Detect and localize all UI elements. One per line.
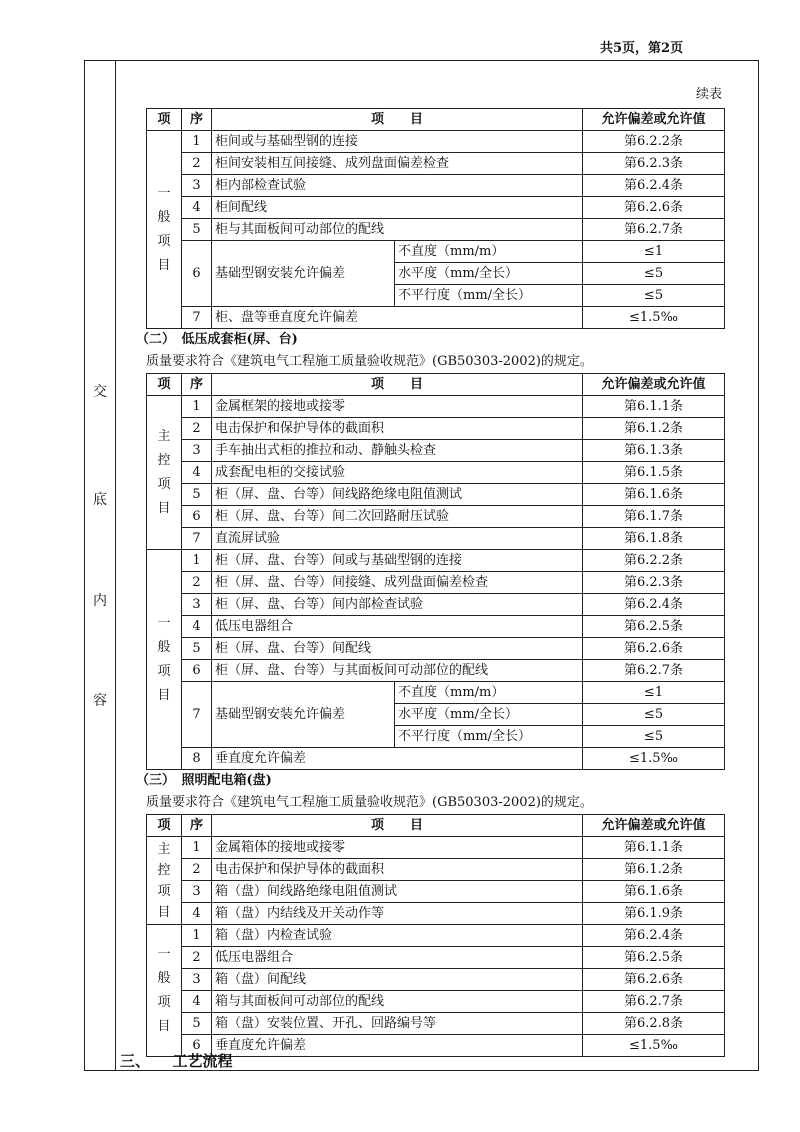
table-row [147,638,725,660]
table-row [147,484,725,506]
row-item: 箱（盘）间线路绝缘电阻值测试 [212,881,583,903]
header-category: 项 [147,109,182,131]
table-header-row [147,109,725,131]
row-item: 柜（屏、盘、台等）与其面板间可动部位的配线 [212,660,583,682]
table-row [147,506,725,528]
row-value: ≤1 [583,241,725,263]
row-number: 3 [182,969,212,991]
sub-item: 水平度（mm/全长） [395,704,583,726]
row-item: 柜（屏、盘、台等）间二次回路耐压试验 [212,506,583,528]
row-item: 柜（屏、盘、台等）间内部检查试验 [212,594,583,616]
row-item: 箱（盘）内结线及开关动作等 [212,903,583,925]
table-row [147,1035,725,1057]
row-number: 3 [182,440,212,462]
table-row [147,881,725,903]
row-number: 4 [182,903,212,925]
row-item: 箱与其面板间可动部位的配线 [212,991,583,1013]
row-value: 第6.2.7条 [583,660,725,682]
header-value: 允许偏差或允许值 [583,109,725,131]
table-header-row [147,815,725,837]
row-item: 柜、盘等垂直度允许偏差 [212,307,583,329]
row-number: 5 [182,638,212,660]
row-value: 第6.1.1条 [583,396,725,418]
row-value: ≤5 [583,726,725,748]
row-item: 柜与其面板间可动部位的配线 [212,219,583,241]
row-value: 第6.2.6条 [583,969,725,991]
row-number: 4 [182,616,212,638]
row-value: 第6.2.5条 [583,616,725,638]
row-number: 3 [182,175,212,197]
row-item: 柜间安装相互间接缝、成列盘面偏差检查 [212,153,583,175]
header-seq: 序 [182,374,212,396]
row-value: 第6.1.6条 [583,484,725,506]
row-item: 柜（屏、盘、台等）间配线 [212,638,583,660]
row-item: 成套配电柜的交接试验 [212,462,583,484]
row-value: 第6.2.7条 [583,991,725,1013]
row-value: 第6.2.2条 [583,131,725,153]
row-number: 3 [182,594,212,616]
row-number: 7 [182,682,212,748]
row-item: 电击保护和保护导体的截面积 [212,418,583,440]
row-number: 8 [182,748,212,770]
row-number: 2 [182,572,212,594]
section-heading: （二） 低压成套柜(屏、台) [136,332,298,347]
row-item: 手车抽出式柜的推拉和动、静触头检查 [212,440,583,462]
row-number: 2 [182,153,212,175]
row-number: 7 [182,307,212,329]
row-item: 柜（屏、盘、台等）间或与基础型钢的连接 [212,550,583,572]
row-value: 第6.2.7条 [583,219,725,241]
header-category: 项 [147,815,182,837]
row-number: 2 [182,859,212,881]
row-value: ≤5 [583,285,725,307]
row-value: 第6.1.9条 [583,903,725,925]
table-cabinet-continued [146,108,725,329]
table-row [147,903,725,925]
row-value: 第6.2.8条 [583,1013,725,1035]
row-item: 柜间配线 [212,197,583,219]
table-row [147,837,725,859]
row-number: 6 [182,506,212,528]
row-number: 3 [182,881,212,903]
header-seq: 序 [182,815,212,837]
table-row [147,969,725,991]
table-row [147,396,725,418]
row-number: 1 [182,131,212,153]
category-main: 主 控 项 目 [147,396,182,550]
row-number: 1 [182,925,212,947]
row-item: 电击保护和保护导体的截面积 [212,859,583,881]
row-item: 柜（屏、盘、台等）间接缝、成列盘面偏差检查 [212,572,583,594]
table-row [147,748,725,770]
category-main: 主 控 项 目 [147,837,182,925]
row-value: 第6.1.8条 [583,528,725,550]
row-number: 1 [182,550,212,572]
side-label-char: 内 [93,593,107,609]
sub-item: 不平行度（mm/全长） [395,726,583,748]
row-value: 第6.1.2条 [583,859,725,881]
table-row [147,859,725,881]
side-label-char: 交 [93,384,107,400]
table-low-voltage-cabinet [146,373,725,770]
row-item: 箱（盘）安装位置、开孔、回路编号等 [212,1013,583,1035]
row-item: 低压电器组合 [212,616,583,638]
side-divider [115,60,116,1071]
row-item: 基础型钢安装允许偏差 [212,682,395,748]
row-number: 4 [182,197,212,219]
header-item: 项 目 [212,109,583,131]
row-value: 第6.1.2条 [583,418,725,440]
table-row [147,197,725,219]
row-number: 5 [182,219,212,241]
header-item: 项 目 [212,374,583,396]
table-row [147,991,725,1013]
header-seq: 序 [182,109,212,131]
row-value: 第6.2.3条 [583,572,725,594]
row-item: 基础型钢安装允许偏差 [212,241,395,307]
row-item: 垂直度允许偏差 [212,748,583,770]
page-number: 共5页，第2页 [600,41,684,56]
sub-item: 不直度（mm/m） [395,241,583,263]
row-number: 2 [182,418,212,440]
category-general: 一 般 项 目 [147,550,182,770]
row-number: 1 [182,396,212,418]
row-value: ≤5 [583,704,725,726]
row-value: 第6.2.5条 [583,947,725,969]
row-item: 金属箱体的接地或接零 [212,837,583,859]
section-note: 质量要求符合《建筑电气工程施工质量验收规范》(GB50303-2002)的规定。 [146,354,593,369]
row-number: 2 [182,947,212,969]
section-heading-process: 三、 工艺流程 [120,1052,233,1070]
table-row [147,947,725,969]
row-value: 第6.2.4条 [583,175,725,197]
row-number: 4 [182,991,212,1013]
table-row [147,528,725,550]
category-general: 一 般 项 目 [147,131,182,329]
row-value: 第6.2.3条 [583,153,725,175]
row-number: 7 [182,528,212,550]
category-general: 一 般 项 目 [147,925,182,1057]
content-area [136,86,724,1057]
table-row [147,594,725,616]
row-value: 第6.2.2条 [583,550,725,572]
row-value: ≤5 [583,263,725,285]
table-row [147,440,725,462]
continuation-label: 续表 [695,87,722,102]
table-row [147,175,725,197]
row-number: 1 [182,837,212,859]
row-value: ≤1.5‰ [583,307,725,329]
row-item: 箱（盘）间配线 [212,969,583,991]
row-value: 第6.2.6条 [583,197,725,219]
table-row [147,925,725,947]
table-row [147,219,725,241]
row-item: 柜间或与基础型钢的连接 [212,131,583,153]
table-row [147,241,725,263]
row-number: 5 [182,1013,212,1035]
row-value: 第6.1.3条 [583,440,725,462]
side-label-char: 容 [93,693,107,709]
row-value: ≤1.5‰ [583,1035,725,1057]
header-value: 允许偏差或允许值 [583,374,725,396]
row-value: 第6.2.4条 [583,925,725,947]
table-row [147,550,725,572]
sub-item: 水平度（mm/全长） [395,263,583,285]
row-item: 金属框架的接地或接零 [212,396,583,418]
row-item: 柜（屏、盘、台等）间线路绝缘电阻值测试 [212,484,583,506]
table-header-row [147,374,725,396]
sub-item: 不直度（mm/m） [395,682,583,704]
row-value: 第6.2.6条 [583,638,725,660]
table-row [147,418,725,440]
section-note: 质量要求符合《建筑电气工程施工质量验收规范》(GB50303-2002)的规定。 [146,795,593,810]
row-value: 第6.1.6条 [583,881,725,903]
table-row [147,660,725,682]
row-value: 第6.1.7条 [583,506,725,528]
table-row [147,307,725,329]
row-number: 6 [182,660,212,682]
table-row [147,462,725,484]
row-number: 4 [182,462,212,484]
row-number: 5 [182,484,212,506]
row-number: 6 [182,1035,212,1057]
table-row [147,572,725,594]
section-heading: （三） 照明配电箱(盘) [136,773,272,788]
table-row [147,153,725,175]
row-value: 第6.1.1条 [583,837,725,859]
header-item: 项 目 [212,815,583,837]
table-row [147,131,725,153]
table-lighting-distribution-box [146,814,725,1057]
row-item: 垂直度允许偏差 [212,1035,583,1057]
row-item: 柜内部检查试验 [212,175,583,197]
row-item: 直流屏试验 [212,528,583,550]
table-row [147,616,725,638]
header-category: 项 [147,374,182,396]
table-row [147,682,725,704]
row-item: 低压电器组合 [212,947,583,969]
row-value: ≤1 [583,682,725,704]
row-value: 第6.1.5条 [583,462,725,484]
table-row [147,1013,725,1035]
sub-item: 不平行度（mm/全长） [395,285,583,307]
side-label-char: 底 [93,492,107,508]
row-item: 箱（盘）内检查试验 [212,925,583,947]
row-number: 6 [182,241,212,307]
row-value: ≤1.5‰ [583,748,725,770]
header-value: 允许偏差或允许值 [583,815,725,837]
row-value: 第6.2.4条 [583,594,725,616]
